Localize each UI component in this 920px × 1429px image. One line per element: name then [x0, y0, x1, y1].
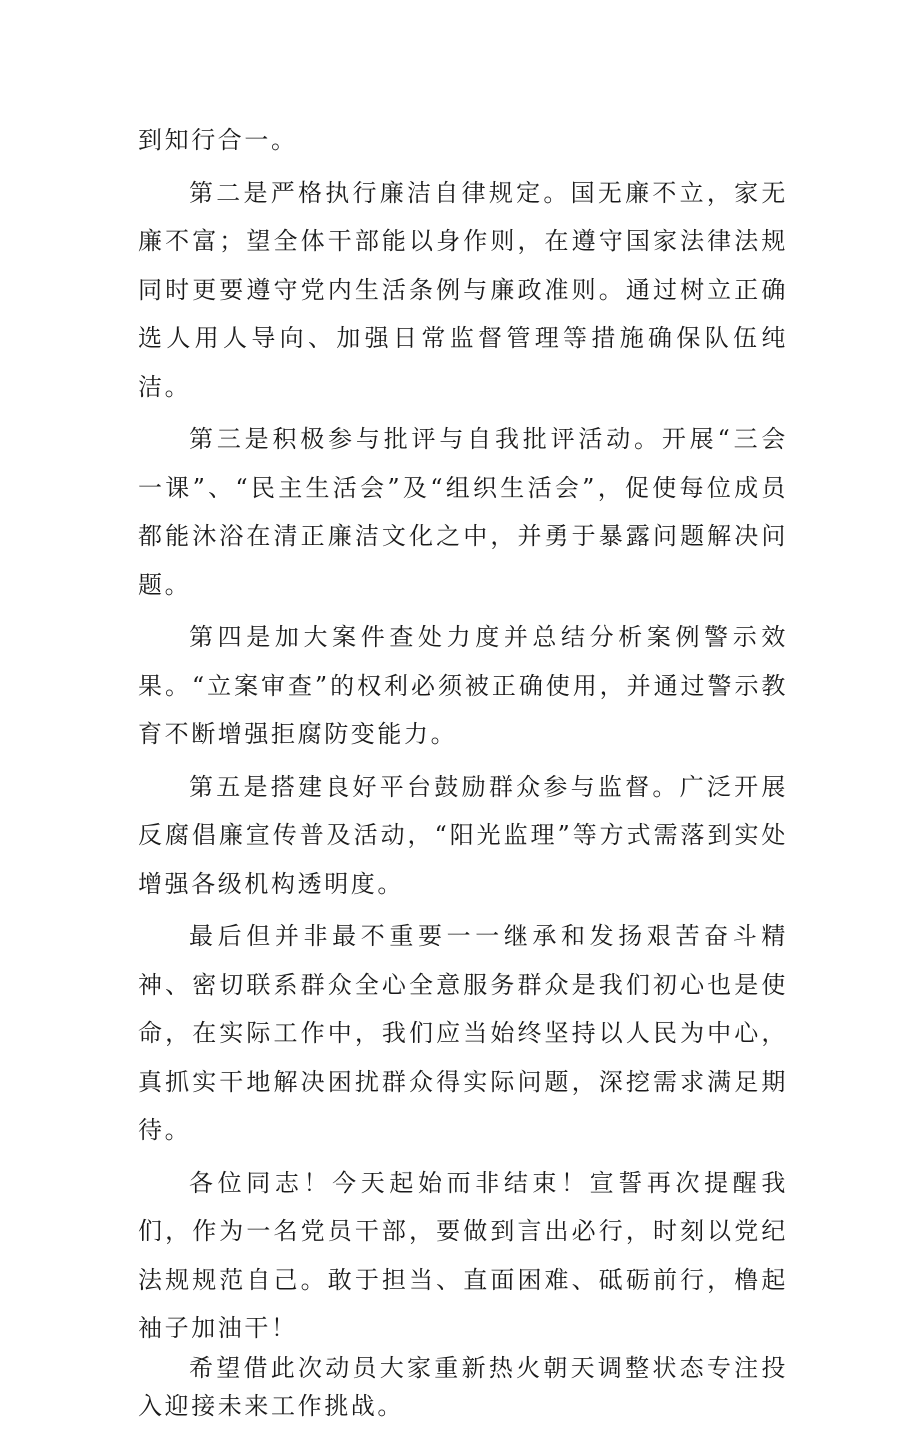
paragraph-third-point: 第三是积极参与批评与自我批评活动。开展“三会一课”、“民主生活会”及“组织生活会”，促使每位成员都能沐浴在清正廉洁文化之中，并勇于暴露问题解决问题。 [138, 425, 788, 599]
paragraph-fourth-point: 第四是加大案件查处力度并总结分析案例警示效果。“立案审查”的权利必须被正确使用，并通过警示教育不断增强拒腐防变能力。 [138, 623, 788, 748]
paragraph-second-point: 第二是严格执行廉洁自律规定。国无廉不立，家无廉不富；望全体干部能以身作则，在遵守国家法律法规同时更要遵守党内生活条例与廉政准则。通过树立正确选人用人导向、加强日常监督管理等措施确保队伍纯洁。 [138, 178, 788, 401]
document-body [138, 116, 788, 1429]
paragraph-closing-call: 各位同志！今天起始而非结束！宣誓再次提醒我们，作为一名党员干部，要做到言出必行，时刻以党纪法规规范自己。敢于担当、直面困难、砥砺前行，橹起袖子加油干！ [138, 1168, 788, 1342]
paragraph-fifth-point: 第五是搭建良好平台鼓励群众参与监督。广泛开展反腐倡廉宣传普及活动，“阳光监理”等方式需落到实处增强各级机构透明度。 [138, 772, 788, 898]
paragraph-final-point: 最后但并非最不重要一一继承和发扬艰苦奋斗精神、密切联系群众全心全意服务群众是我们初心也是使命，在实际工作中，我们应当始终坚持以人民为中心，真抓实干地解决困扰群众得实际问题，深挖需求满足期待。 [138, 922, 788, 1144]
paragraph-continuation: 到知行合一。 [138, 126, 298, 154]
paragraph-closing-wish: 希望借此次动员大家重新热火朝天调整状态专注投入迎接未来工作挑战。 [138, 1353, 788, 1420]
